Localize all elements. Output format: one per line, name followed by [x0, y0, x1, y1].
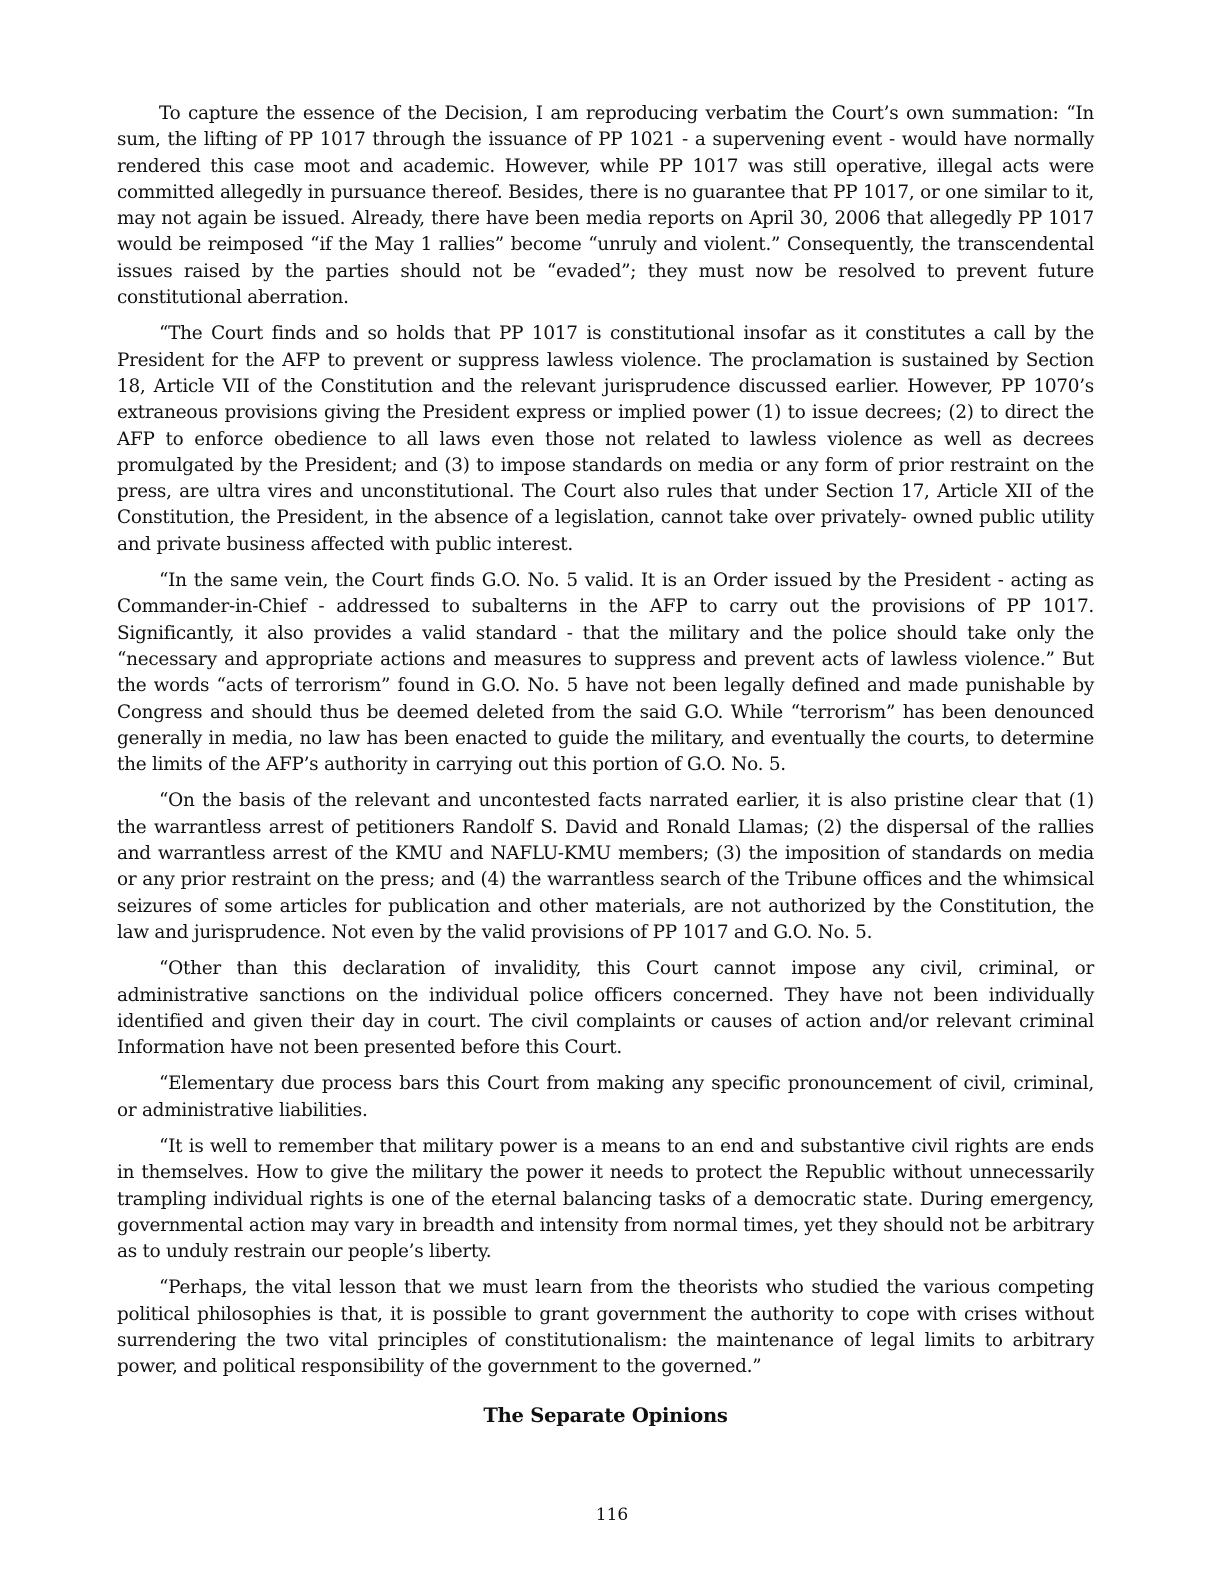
paragraph-warrantless-acts: “On the basis of the relevant and uncontested facts narrated earlier, it is also pristine clear that (1) the warrantless arrest of petitioners Randolf S. David and Ronald Llamas; (2) the dispersal of the rallies and warrantless arrest of the KMU and NAFLU-KMU members; (3) the imposition of standards on media or any prior restraint on the press; and (4) the warrantless search of the Tribune offices and the whimsical seizures of some articles for publication and other materials, are not authorized by the Constitution, the law and jurisprudence. Not even by the valid provisions of PP 1017 and G.O. No. 5.	[117, 790, 1094, 943]
document-body	[117, 101, 1094, 1431]
paragraph-pp1017-constitutional: “The Court finds and so holds that PP 1017 is constitutional insofar as it constitutes a call by the President for the AFP to prevent or suppress lawless violence. The proclamation is sustained by Section 18, Article VII of the Constitution and the relevant jurisprudence discussed earlier. However, PP 1070’s extraneous provisions giving the President express or implied power (1) to issue decrees; (2) to direct the AFP to enforce obedience to all laws even those not related to lawless violence as well as decrees promulgated by the President; and (3) to impose standards on media or any form of prior restraint on the press, are ultra vires and unconstitutional. The Court also rules that under Section 17, Article XII of the Constitution, the President, in the absence of a legislation, cannot take over privately- owned public utility and private business affected with public interest.	[117, 323, 1094, 555]
paragraph-go5-valid: “In the same vein, the Court finds G.O. No. 5 valid. It is an Order issued by the President - acting as Commander-in-Chief - addressed to subalterns in the AFP to carry out the provisions of PP 1017. Significantly, it also provides a valid standard - that the military and the police should take only the “necessary and appropriate actions and measures to suppress and prevent acts of lawless violence.” But the words “acts of terrorism” found in G.O. No. 5 have not been legally defined and made punishable by Congress and should thus be deemed deleted from the said G.O. While “terrorism” has been denounced generally in media, no law has been enacted to guide the military, and eventually the courts, to determine the limits of the AFP’s authority in carrying out this portion of G.O. No. 5.	[117, 570, 1094, 776]
paragraph-decision-summation: To capture the essence of the Decision, I am reproducing verbatim the Court’s own summation: “In sum, the lifting of PP 1017 through the issuance of PP 1021 - a supervening event - would have normally rendered this case moot and academic. However, while PP 1017 was still operative, illegal acts were committed allegedly in pursuance thereof. Besides, there is no guarantee that PP 1017, or one similar to it, may not again be issued. Already, there have been media reports on April 30, 2006 that allegedly PP 1017 would be reimposed “if the May 1 rallies” become “unruly and violent.” Consequently, the transcendental issues raised by the parties should not be “evaded”; they must now be resolved to prevent future constitutional aberration.	[117, 103, 1094, 309]
paragraph-military-power: “It is well to remember that military power is a means to an end and substantive civil rights are ends in themselves. How to give the military the power it needs to protect the Republic without unnecessarily trampling individual rights is one of the eternal balancing tasks of a democratic state. During emergency, governmental action may vary in breadth and intensity from normal times, yet they should not be arbitrary as to unduly restrain our people’s liberty.	[117, 1135, 1094, 1263]
paragraph-no-sanctions: “Other than this declaration of invalidity, this Court cannot impose any civil, criminal, or administrative sanctions on the individual police officers concerned. They have not been individually identified and given their day in court. The civil complaints or causes of action and/or relevant criminal Information have not been presented before this Court.	[117, 958, 1094, 1059]
paragraph-due-process: “Elementary due process bars this Court from making any specific pronouncement of civil, criminal, or administrative liabilities.	[117, 1073, 1094, 1121]
section-heading: The Separate Opinions	[483, 1403, 728, 1427]
page-number: 116	[595, 1505, 629, 1525]
paragraph-vital-lesson: “Perhaps, the vital lesson that we must learn from the theorists who studied the various competing political philosophies is that, it is possible to grant government the authority to cope with crises without surrendering the two vital principles of constitutionalism: the maintenance of legal limits to arbitrary power, and political responsibility of the government to the governed.”	[117, 1277, 1094, 1378]
